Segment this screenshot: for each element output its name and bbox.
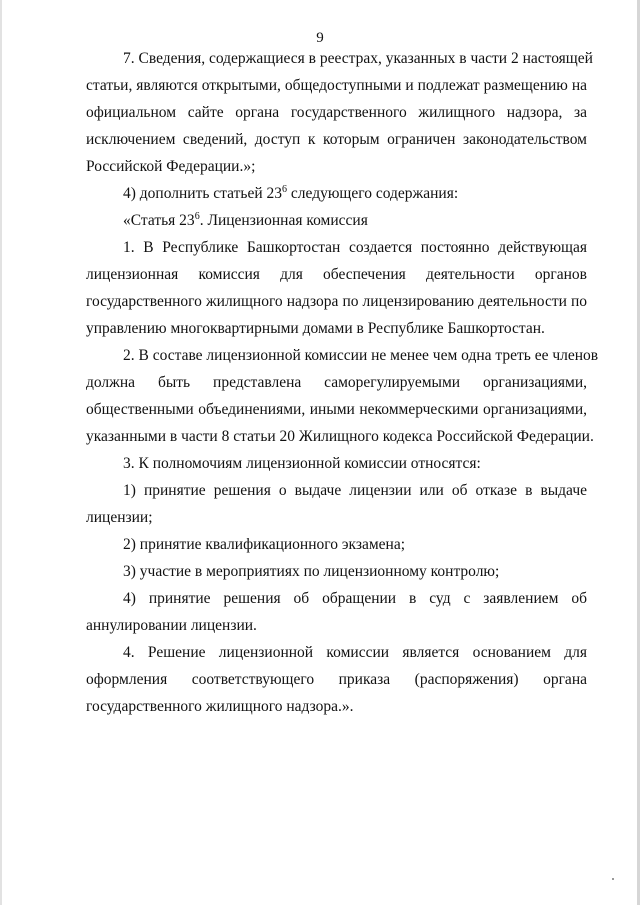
paragraph-clause-3	[86, 450, 587, 477]
text-line: общественными объединениями, иными некоммерческими организациями,	[86, 401, 587, 418]
list-item-2	[86, 531, 587, 558]
text-line: аннулировании лицензии.	[86, 617, 257, 634]
paragraph-clause-4	[86, 639, 587, 720]
list-item-3	[86, 558, 587, 585]
text-line: 4) принятие решения об обращении в суд с заявлением об	[123, 590, 587, 607]
text-line	[86, 207, 587, 234]
text-line: государственного жилищного надзора по лицензированию деятельности по	[86, 293, 587, 310]
text-line: 4. Решение лицензионной комиссии является основанием для	[123, 644, 587, 661]
text-segment: . Лицензионная комиссия	[199, 212, 368, 229]
paragraph-amendment	[86, 180, 587, 207]
text-line: исключением сведений, доступ к которым ограничен законодательством	[86, 131, 587, 148]
text-line: оформления соответствующего приказа (распоряжения) органа	[86, 671, 587, 688]
list-item-4	[86, 585, 587, 639]
text-line: государственного жилищного надзора.».	[86, 698, 354, 715]
text-line: 3. К полномочиям лицензионной комиссии относятся:	[123, 455, 481, 472]
text-line: лицензии;	[86, 509, 153, 526]
superscript: 6	[194, 210, 200, 222]
text-line: лицензионная комиссия для обеспечения деятельности органов	[86, 266, 587, 283]
text-line: 2. В составе лицензионной комиссии не менее чем одна треть ее членов	[123, 347, 599, 364]
text-line: указанными в части 8 статьи 20 Жилищного кодекса Российской Федерации.	[86, 428, 594, 445]
text-segment: 4) дополнить статьей 23	[123, 185, 283, 202]
text-segment: следующего содержания:	[287, 185, 459, 202]
document-body	[86, 45, 599, 720]
text-line: 3) участие в мероприятиях по лицензионному контролю;	[123, 563, 500, 580]
text-line: Российской Федерации.»;	[86, 158, 256, 175]
paragraph-clause-2	[86, 342, 599, 450]
paragraph-clause-1	[86, 234, 587, 342]
scan-speck	[612, 878, 614, 880]
text-line: 7. Сведения, содержащиеся в реестрах, указанных в части 2 настоящей	[123, 50, 593, 67]
scan-edge-left	[0, 0, 2, 905]
page-number: 9	[316, 30, 324, 46]
text-line: 2) принятие квалификационного экзамена;	[123, 536, 406, 553]
article-heading	[86, 207, 587, 234]
text-segment: «Статья 23	[123, 212, 195, 229]
list-item-1	[86, 477, 587, 531]
text-line: 1. В Республике Башкортостан создается постоянно действующая	[123, 239, 587, 256]
text-line: официальном сайте органа государственного жилищного надзора, за	[86, 104, 587, 121]
text-line: должна быть представлена саморегулируемыми организациями,	[86, 374, 587, 391]
text-line: управлению многоквартирными домами в Республике Башкортостан.	[86, 320, 545, 337]
text-line	[86, 180, 587, 207]
paragraph-registry-info	[86, 45, 593, 180]
superscript: 6	[282, 183, 288, 195]
text-line: 1) принятие решения о выдаче лицензии или об отказе в выдаче	[123, 482, 587, 499]
text-line: статьи, являются открытыми, общедоступными и подлежат размещению на	[86, 77, 587, 94]
